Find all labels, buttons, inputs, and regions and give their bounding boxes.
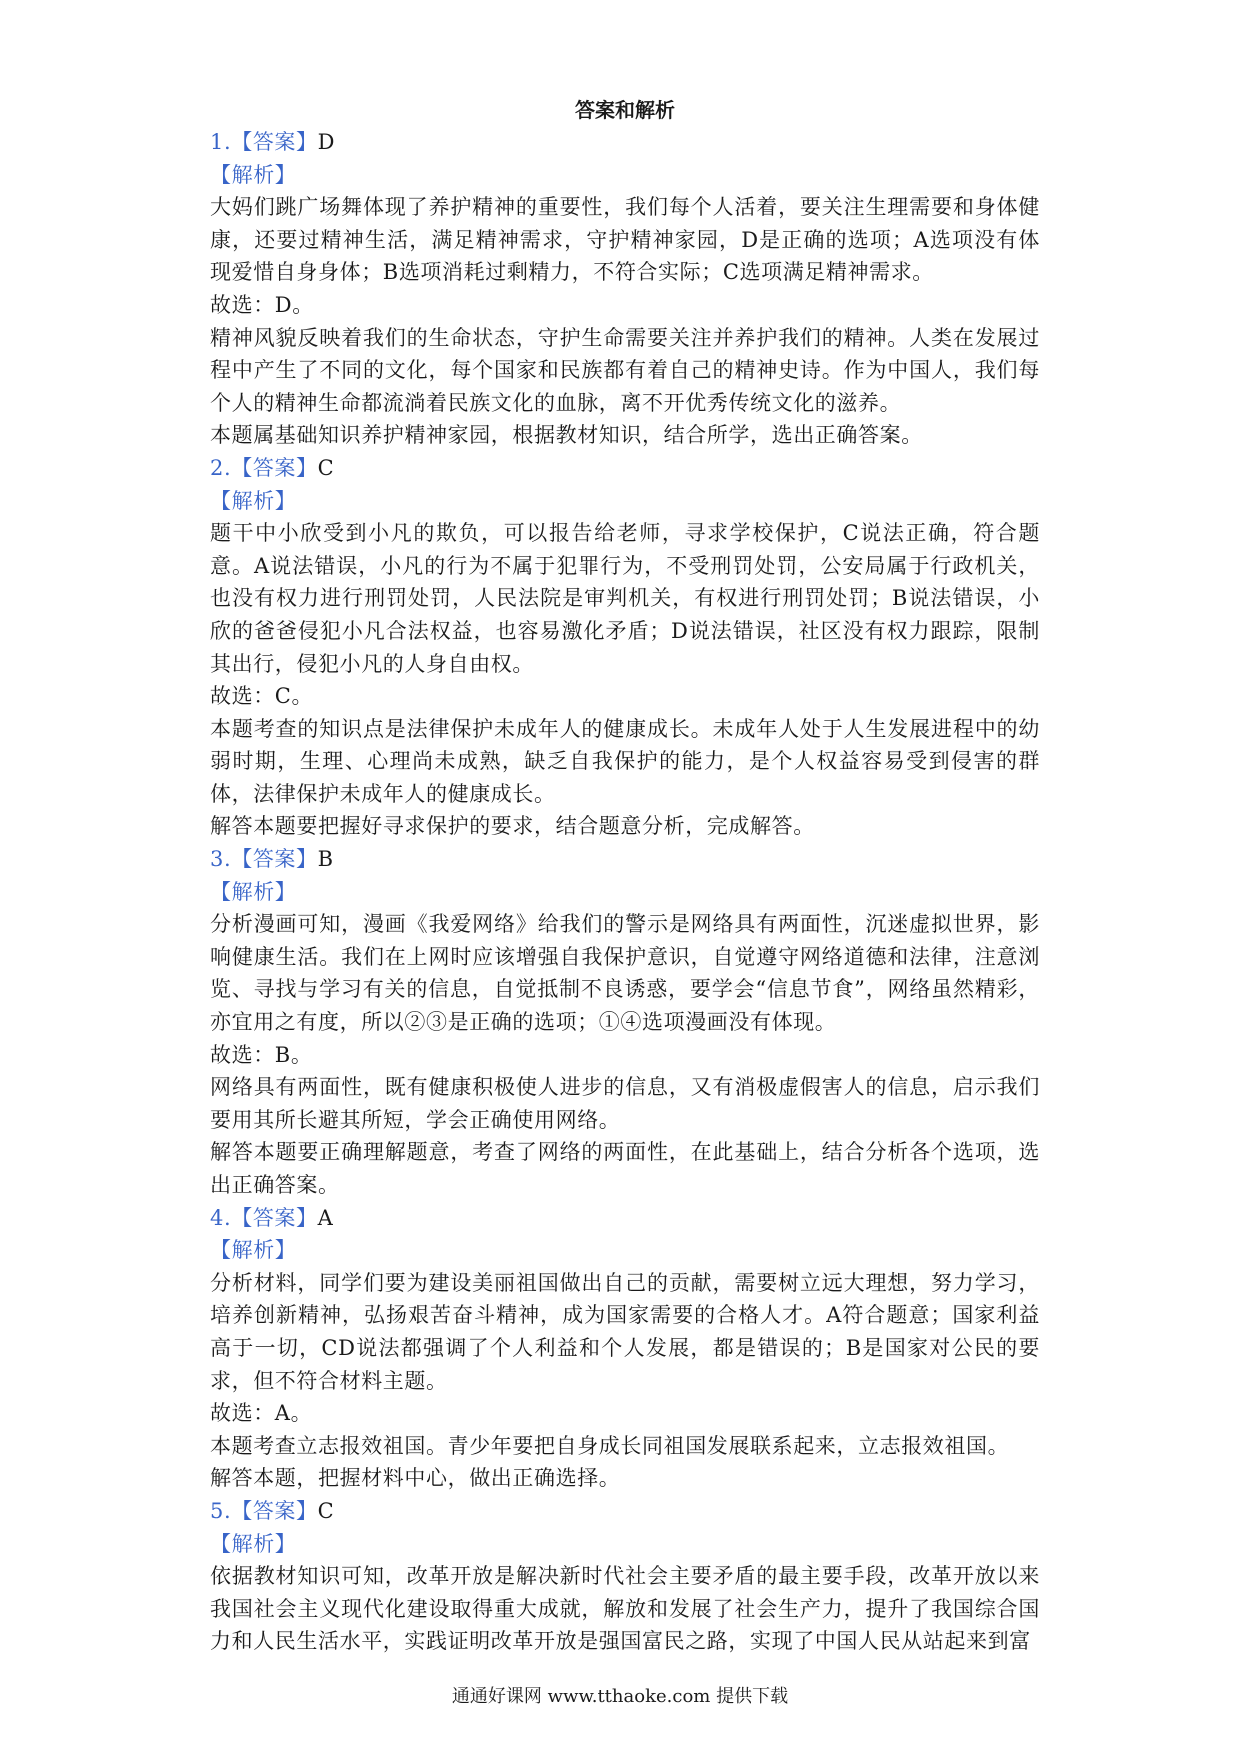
analysis-label: 【解析】 <box>210 879 297 904</box>
analysis-label: 【解析】 <box>210 488 297 513</box>
conclusion-paragraph: 故选：A。 <box>210 1401 313 1426</box>
analysis-label: 【解析】 <box>210 1531 297 1556</box>
answer-line <box>210 1202 1040 1235</box>
document-page <box>210 96 1040 1658</box>
answer-value: B <box>317 847 334 872</box>
conclusion-paragraph: 故选：C。 <box>210 684 314 709</box>
answer-line <box>210 843 1040 876</box>
answer-value: D <box>317 130 336 154</box>
knowledge-paragraph: 本题考查的知识点是法律保护未成年人的健康成长。未成年人处于人生发展进程中的幼弱时期，生理、心理尚未成熟，缺乏自我保护的能力，是个人权益容易受到侵害的群体，法律保护未成年人的健康成长。 <box>210 716 1040 806</box>
answer-line <box>210 1495 1040 1528</box>
answer-label: 5.【答案】 <box>210 1498 318 1523</box>
analysis-paragraph: 题干中小欣受到小凡的欺负，可以报告给老师，寻求学校保护，C说法正确，符合题意。A说法错误，小凡的行为不属于犯罪行为，不受刑罚处罚，公安局属于行政机关，也没有权力进行刑罚处罚，人民法院是审判机关，有权进行刑罚处罚；B说法错误，小欣的爸爸侵犯小凡合法权益，也容易激化矛盾；D说法错误，社区没有权力跟踪，限制其出行，侵犯小凡的人身自由权。 <box>210 521 1040 676</box>
knowledge-paragraph: 本题考查立志报效祖国。青少年要把自身成长同祖国发展联系起来，立志报效祖国。 <box>210 1433 1010 1458</box>
answer-label: 2.【答案】 <box>210 455 318 480</box>
analysis-label: 【解析】 <box>210 162 297 187</box>
answer-value: C <box>317 455 335 480</box>
answer-label: 4.【答案】 <box>210 1205 318 1230</box>
method-paragraph: 解答本题，把握材料中心，做出正确选择。 <box>210 1466 621 1491</box>
method-paragraph: 解答本题要把握好寻求保护的要求，结合题意分析，完成解答。 <box>210 814 815 839</box>
question-block <box>210 452 1040 843</box>
analysis-paragraph: 大妈们跳广场舞体现了养护精神的重要性，我们每个人活着，要关注生理需要和身体健康，还要过精神生活，满足精神需求，守护精神家园，D是正确的选项；A选项没有体现爱惜自身身体；B选项消耗过剩精力，不符合实际；C选项满足精神需求。 <box>210 195 1040 285</box>
answer-label: 3.【答案】 <box>210 847 318 872</box>
answer-line <box>210 126 1040 159</box>
knowledge-paragraph: 网络具有两面性，既有健康积极使人进步的信息，又有消极虚假害人的信息，启示我们要用其所长避其所短，学会正确使用网络。 <box>210 1075 1040 1132</box>
question-block <box>210 126 1040 452</box>
conclusion-paragraph: 故选：D。 <box>210 292 314 317</box>
conclusion-paragraph: 故选：B。 <box>210 1042 313 1067</box>
answer-label: 1.【答案】 <box>210 130 318 154</box>
knowledge-paragraph: 精神风貌反映着我们的生命状态，守护生命需要关注并养护我们的精神。人类在发展过程中产生了不同的文化，每个国家和民族都有着自己的精神史诗。作为中国人，我们每个人的精神生命都流淌着民族文化的血脉，离不开优秀传统文化的滋养。 <box>210 325 1040 415</box>
answer-value: C <box>317 1498 335 1523</box>
question-block <box>210 1202 1040 1495</box>
answer-value: A <box>317 1205 334 1230</box>
question-block <box>210 843 1040 1202</box>
question-block <box>210 1495 1040 1658</box>
method-paragraph: 本题属基础知识养护精神家园，根据教材知识，结合所学，选出正确答案。 <box>210 423 923 448</box>
page-footer: 通通好课网 www.tthaoke.com 提供下载 <box>451 1686 789 1707</box>
page-title: 答案和解析 <box>575 98 675 122</box>
analysis-label: 【解析】 <box>210 1238 297 1263</box>
answer-line <box>210 452 1040 485</box>
analysis-paragraph: 分析材料，同学们要为建设美丽祖国做出自己的贡献，需要树立远大理想，努力学习，培养创新精神，弘扬艰苦奋斗精神，成为国家需要的合格人才。A符合题意；国家利益高于一切，CD说法都强调了个人利益和个人发展，都是错误的；B是国家对公民的要求，但不符合材料主题。 <box>210 1270 1040 1393</box>
analysis-paragraph: 分析漫画可知，漫画《我爱网络》给我们的警示是网络具有两面性，沉迷虚拟世界，影响健康生活。我们在上网时应该增强自我保护意识，自觉遵守网络道德和法律，注意浏览、寻找与学习有关的信息，自觉抵制不良诱惑，要学会“信息节食”，网络虽然精彩，亦宜用之有度，所以②③是正确的选项；①④选项漫画没有体现。 <box>210 912 1040 1035</box>
analysis-paragraph: 依据教材知识可知，改革开放是解决新时代社会主要矛盾的最主要手段，改革开放以来我国社会主义现代化建设取得重大成就，解放和发展了社会生产力，提升了我国综合国力和人民生活水平，实践证明改革开放是强国富民之路，实现了中国人民从站起来到富 <box>210 1564 1040 1654</box>
method-paragraph: 解答本题要正确理解题意，考查了网络的两面性，在此基础上，结合分析各个选项，选出正确答案。 <box>210 1140 1040 1197</box>
